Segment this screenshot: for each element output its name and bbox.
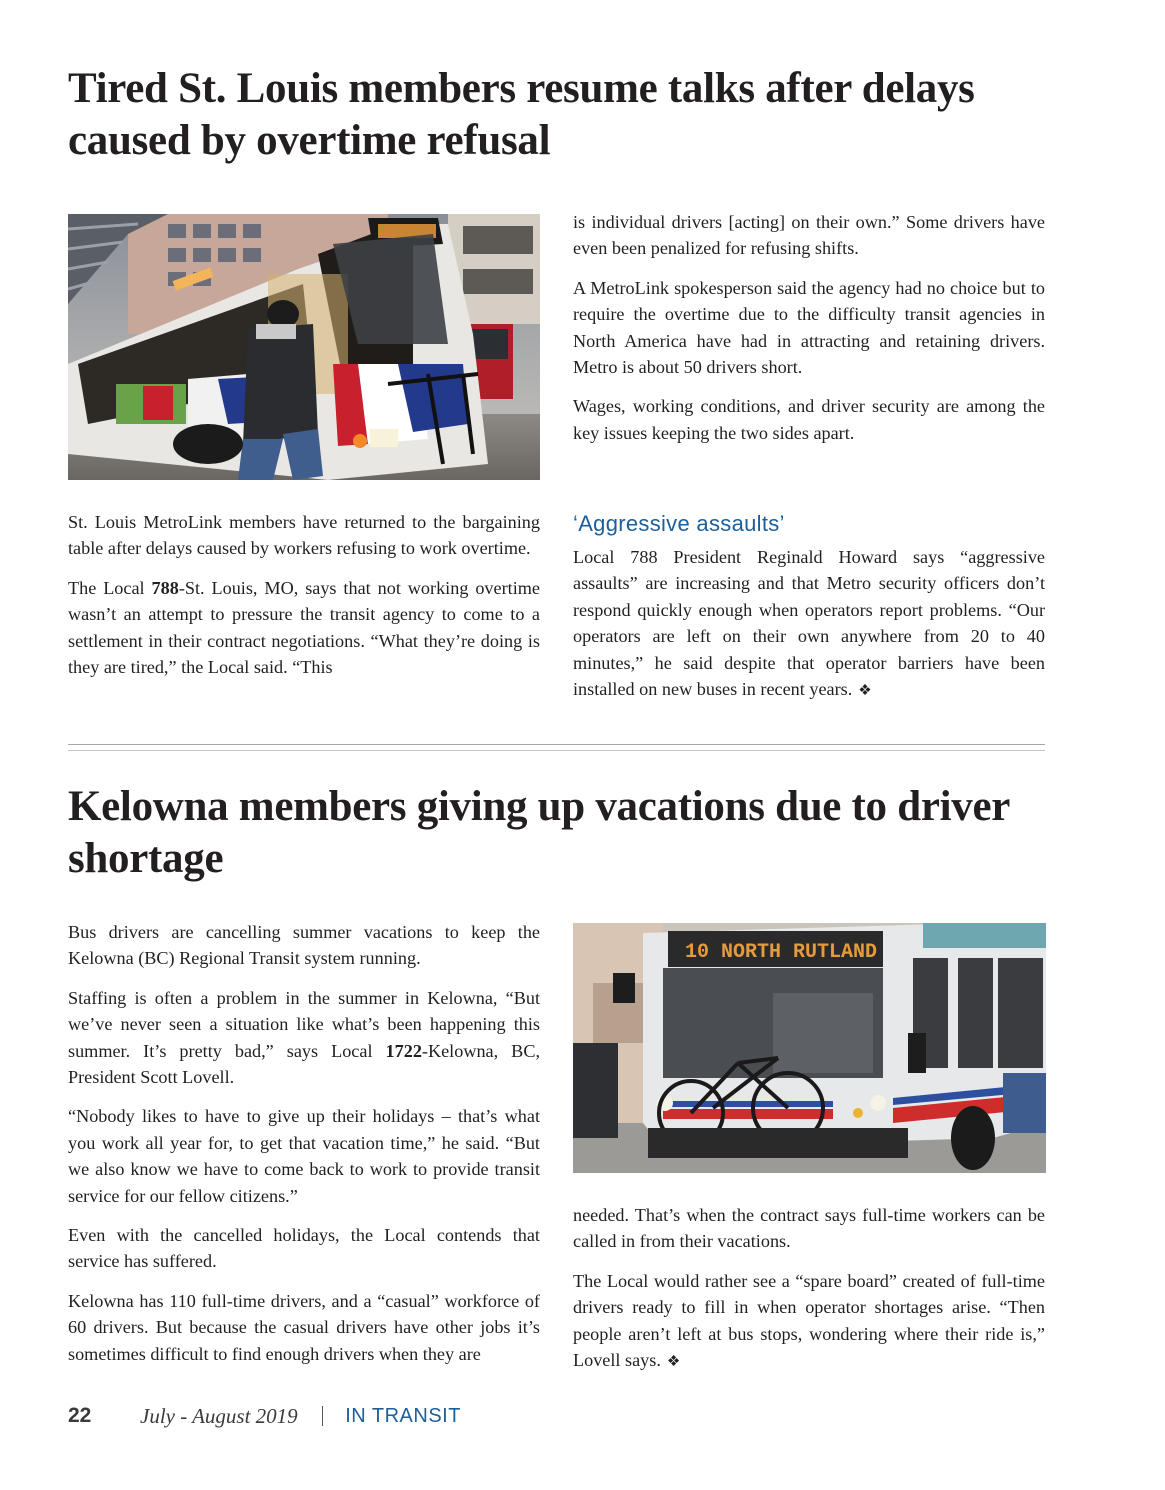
- article2-paragraph-3: “Nobody likes to have to give up their holidays – that’s what you work all year for, to get that vacation time,” he said. “But we also know we have to come back to work to provide transit service for our fellow citizens.”: [68, 1106, 540, 1206]
- page-number: 22: [68, 1404, 92, 1427]
- article1-paragraph-1: St. Louis MetroLink members have returned to the bargaining table after delays caused by workers refusing to work overtime.: [68, 512, 540, 559]
- text-run: Local 788 President Reginald Howard says “aggressive assaults” are increasing and that Metro security officers don’t respond quickly enough when operators report problems. “Our operators are left on their own anywhere from 20 to 40 minutes,” he said despite that operator barriers have been installed on new buses in recent years.: [573, 547, 1045, 700]
- text-run: -St. Louis, MO, says that not working overtime wasn’t an attempt to pressure the transit agency to come to a settlement in their contract negotiations. “What they’re doing is they are tired,” the Local said. “This: [68, 577, 540, 678]
- end-mark-icon: ❖: [666, 1354, 681, 1371]
- article2-paragraph-6: needed. That’s when the contract says full-time workers can be called in from their vacations.: [573, 1205, 1045, 1252]
- article1-photo: [68, 214, 540, 480]
- article2-paragraph-5: Kelowna has 110 full-time drivers, and a “casual” workforce of 60 drivers. But because the casual drivers have other jobs it’s sometimes difficult to find enough drivers when they are: [68, 1290, 540, 1364]
- article2-headline: Kelowna members giving up vacations due to driver shortage: [68, 783, 1010, 882]
- text-run: The Local: [68, 577, 152, 598]
- text-run: The Local would rather see a “spare board” created of full-time drivers ready to fill in when operator shortages arise. “Then people aren’t left at bus stops, wondering where their ride is,” Lovell says.: [573, 1270, 1045, 1371]
- text-run: Staffing is often a problem in the summer in Kelowna, “But we’ve never seen a situation like what’s been happening this summer. It’s pretty bad,” says Local: [68, 987, 540, 1061]
- destination-sign-text: 10 NORTH RUTLAND: [685, 941, 878, 964]
- article1-right-column-lower: [573, 510, 1045, 704]
- article2-paragraph-1: Bus drivers are cancelling summer vacations to keep the Kelowna (BC) Regional Transit system running.: [68, 922, 540, 969]
- article1-headline: Tired St. Louis members resume talks after delays caused by overtime refusal: [68, 65, 975, 164]
- kelowna-bus-photo: [573, 923, 1046, 1173]
- article2-paragraph-7: [573, 1268, 1045, 1376]
- article2-photo: [573, 923, 1046, 1173]
- article-divider: [68, 744, 1045, 751]
- article1-left-column: [68, 509, 540, 680]
- page-footer: [68, 1400, 461, 1432]
- article1-paragraph-4: A MetroLink spokesperson said the agency had no choice but to require the overtime due to the difficulty transit agencies in North America have had in attracting and retaining drivers. Metro is about 50 drivers short.: [573, 277, 1045, 378]
- article1-right-column: [573, 209, 1045, 446]
- footer-separator: [322, 1406, 324, 1426]
- publication-name: IN TRANSIT: [345, 1404, 461, 1427]
- article2-left-column: [68, 919, 540, 1367]
- local-number: 1722: [385, 1040, 422, 1061]
- article2-right-column: [573, 1202, 1045, 1375]
- article1-paragraph-5: Wages, working conditions, and driver security are among the key issues keeping the two sides apart.: [573, 396, 1045, 443]
- local-number: 788: [151, 577, 179, 598]
- end-mark-icon: ❖: [858, 683, 872, 700]
- article2-paragraph-2: [68, 985, 540, 1091]
- article2-paragraph-4: Even with the cancelled holidays, the Local contends that service has suffered.: [68, 1225, 540, 1272]
- text-run: -Kelowna, BC, President Scott Lovell.: [68, 1040, 540, 1088]
- article1-paragraph-3: is individual drivers [acting] on their own.” Some drivers have even been penalized for refusing shifts.: [573, 212, 1045, 259]
- article1-paragraph-6: [573, 544, 1045, 704]
- issue-date: July - August 2019: [140, 1403, 298, 1428]
- article1-paragraph-2: [68, 575, 540, 681]
- article1-subhead: ‘Aggressive assaults’: [573, 511, 785, 536]
- bus-boarding-photo: [68, 214, 540, 480]
